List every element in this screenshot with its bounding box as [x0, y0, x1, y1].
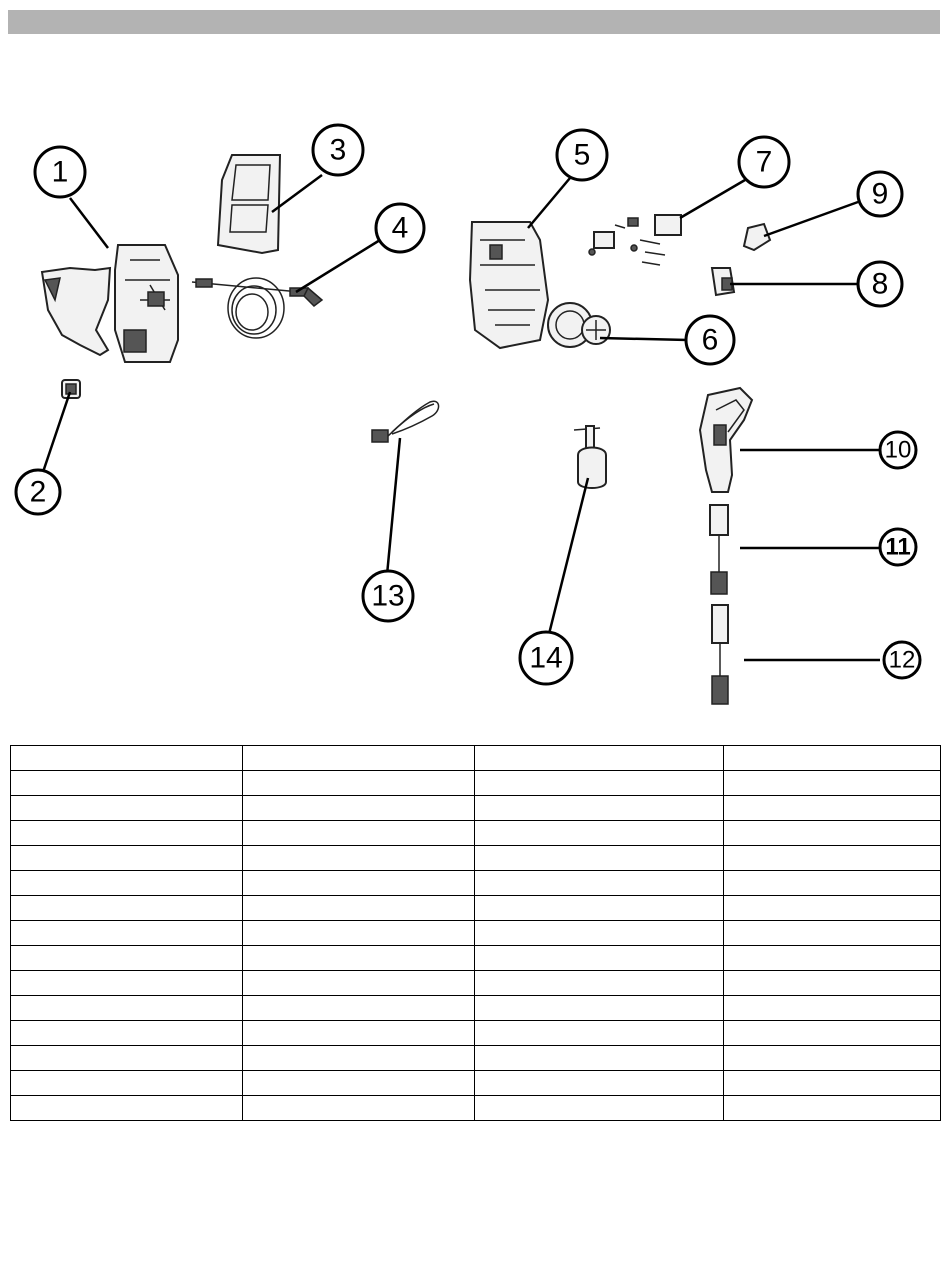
callout-9: [858, 172, 902, 216]
table-cell: [475, 996, 724, 1021]
table-row: [11, 996, 941, 1021]
callout-2: [16, 470, 60, 514]
table-cell: [243, 921, 475, 946]
table-cell: [724, 771, 941, 796]
table-cell: [11, 871, 243, 896]
table-cell: [243, 846, 475, 871]
table-cell: [243, 946, 475, 971]
table-row: [11, 846, 941, 871]
part-5-rear-housing: [470, 222, 548, 348]
part-14-detergent-bottle: [574, 426, 606, 488]
table-cell: [243, 871, 475, 896]
svg-text:10: 10: [884, 436, 912, 464]
svg-text:14: 14: [529, 641, 563, 675]
table-cell: [243, 896, 475, 921]
part-8-clip: [712, 268, 734, 295]
callout-5: [557, 130, 607, 180]
table-row: [11, 746, 941, 771]
svg-text:4: 4: [391, 211, 409, 245]
table-cell: [475, 1021, 724, 1046]
table-cell: [724, 1096, 941, 1121]
table-cell: [724, 921, 941, 946]
table-row: [11, 1071, 941, 1096]
table-row: [11, 796, 941, 821]
table-cell: [243, 796, 475, 821]
svg-text:2: 2: [29, 475, 47, 509]
table-cell: [243, 821, 475, 846]
table-cell: [724, 846, 941, 871]
table-cell: [11, 1046, 243, 1071]
table-cell: [475, 971, 724, 996]
svg-text:1: 1: [51, 155, 69, 189]
table-cell: [11, 796, 243, 821]
table-cell: [11, 946, 243, 971]
svg-text:6: 6: [701, 323, 719, 357]
callout-11: [880, 529, 916, 565]
table-cell: [475, 771, 724, 796]
table-cell: [724, 796, 941, 821]
table-cell: [11, 921, 243, 946]
table-cell: [724, 946, 941, 971]
table-cell: [475, 871, 724, 896]
table-row: [11, 1021, 941, 1046]
table-cell: [724, 971, 941, 996]
table-cell: [724, 996, 941, 1021]
svg-text:7: 7: [755, 145, 773, 179]
table-cell: [475, 746, 724, 771]
svg-text:12: 12: [888, 646, 916, 674]
part-1-housing: [42, 245, 178, 362]
callout-3: [313, 125, 363, 175]
table-cell: [243, 1096, 475, 1121]
svg-text:5: 5: [573, 138, 591, 172]
table-cell: [475, 1071, 724, 1096]
table-row: [11, 871, 941, 896]
table-cell: [11, 1071, 243, 1096]
table-cell: [11, 971, 243, 996]
callout-8: [858, 262, 902, 306]
part-10-spray-gun: [700, 388, 752, 492]
table-cell: [243, 971, 475, 996]
table-cell: [11, 771, 243, 796]
table-cell: [11, 821, 243, 846]
callout-13: [363, 571, 413, 621]
parts-table: [10, 745, 941, 1121]
table-cell: [475, 896, 724, 921]
table-cell: [243, 1046, 475, 1071]
callout-14: [520, 632, 572, 684]
table-row: [11, 896, 941, 921]
part-2-knob: [62, 380, 80, 398]
table-cell: [11, 1021, 243, 1046]
callout-1: [35, 147, 85, 197]
table-row: [11, 946, 941, 971]
table-cell: [724, 746, 941, 771]
table-cell: [475, 846, 724, 871]
callout-12: [884, 642, 920, 678]
table-cell: [243, 746, 475, 771]
svg-text:3: 3: [329, 133, 347, 167]
table-cell: [11, 1096, 243, 1121]
table-row: [11, 921, 941, 946]
part-9-holder: [744, 224, 770, 250]
svg-text:13: 13: [371, 579, 405, 613]
table-cell: [475, 821, 724, 846]
table-cell: [475, 1096, 724, 1121]
table-cell: [724, 896, 941, 921]
part-6-wheels: [548, 303, 610, 347]
table-cell: [724, 1071, 941, 1096]
table-cell: [243, 1021, 475, 1046]
table-cell: [11, 896, 243, 921]
parts-table-body: [11, 746, 941, 1121]
table-row: [11, 821, 941, 846]
part-12-nozzle-lance: [712, 605, 728, 704]
table-cell: [11, 846, 243, 871]
table-cell: [724, 1021, 941, 1046]
table-row: [11, 1096, 941, 1121]
svg-text:9: 9: [871, 177, 889, 211]
table-cell: [243, 1071, 475, 1096]
callout-6: [686, 316, 734, 364]
table-cell: [243, 771, 475, 796]
svg-text:8: 8: [871, 267, 889, 301]
table-cell: [243, 996, 475, 1021]
table-cell: [724, 821, 941, 846]
part-13-power-cord: [372, 401, 439, 442]
part-11-lance: [710, 505, 728, 594]
table-row: [11, 771, 941, 796]
callout-4: [376, 204, 424, 252]
table-cell: [475, 796, 724, 821]
table-row: [11, 971, 941, 996]
table-cell: [724, 1046, 941, 1071]
callout-7: [739, 137, 789, 187]
table-cell: [475, 946, 724, 971]
table-row: [11, 1046, 941, 1071]
table-cell: [475, 1046, 724, 1071]
table-cell: [11, 996, 243, 1021]
table-cell: [11, 746, 243, 771]
part-7-hardware: [589, 215, 681, 265]
table-cell: [724, 871, 941, 896]
table-cell: [475, 921, 724, 946]
svg-text:11: 11: [885, 533, 911, 561]
part-3-handle: [218, 155, 280, 253]
callout-10: [880, 432, 916, 468]
